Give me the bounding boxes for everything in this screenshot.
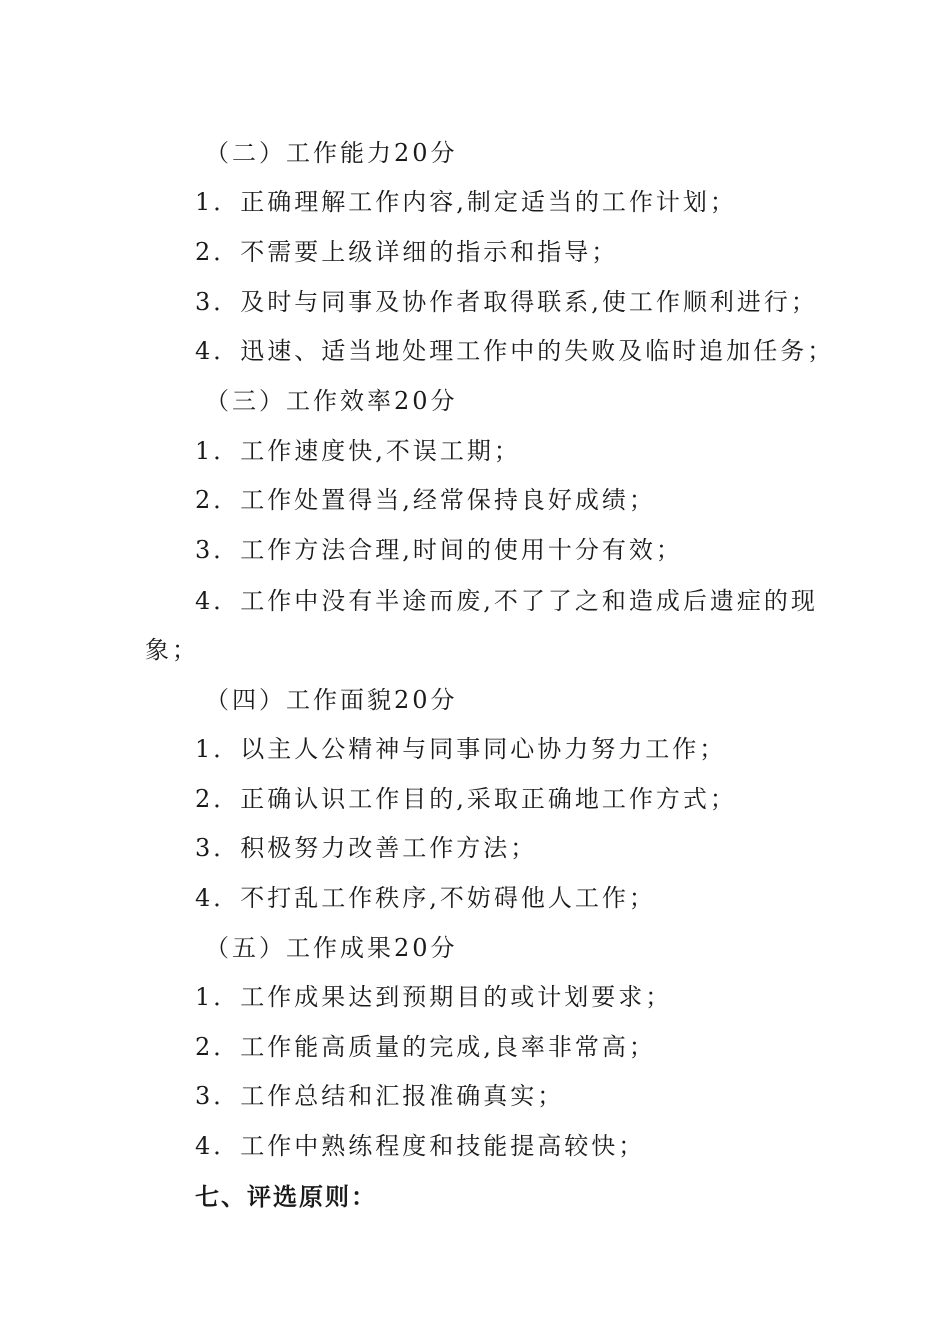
- list-item: 4．工作中没有半途而废,不了了之和造成后遗症的现: [195, 587, 818, 615]
- list-item: 2．不需要上级详细的指示和指导；: [195, 238, 619, 266]
- list-item: 3．工作方法合理,时间的使用十分有效；: [195, 536, 683, 564]
- list-item: 3．工作总结和汇报准确真实；: [195, 1082, 565, 1110]
- list-item: 1．以主人公精神与同事同心协力努力工作；: [195, 735, 727, 763]
- section-heading-work-ability: （二）工作能力20分: [205, 139, 458, 167]
- list-item: 1．工作成果达到预期目的或计划要求；: [195, 983, 673, 1011]
- section-heading-work-results: （五）工作成果20分: [205, 934, 458, 962]
- list-item: 1．工作速度快,不误工期；: [195, 437, 521, 465]
- section-heading-work-efficiency: （三）工作效率20分: [205, 387, 458, 415]
- list-item-continuation: 象；: [145, 636, 199, 664]
- list-item: 1．正确理解工作内容,制定适当的工作计划；: [195, 188, 737, 216]
- section-heading-work-attitude: （四）工作面貌20分: [205, 686, 458, 714]
- list-item: 4．迅速、适当地处理工作中的失败及临时追加任务；: [195, 337, 835, 365]
- list-item: 4．不打乱工作秩序,不妨碍他人工作；: [195, 884, 656, 912]
- list-item: 4．工作中熟练程度和技能提高较快；: [195, 1132, 646, 1160]
- list-item: 2．正确认识工作目的,采取正确地工作方式；: [195, 785, 737, 813]
- list-item: 3．及时与同事及协作者取得联系,使工作顺利进行；: [195, 288, 818, 316]
- list-item: 2．工作能高质量的完成,良率非常高；: [195, 1033, 656, 1061]
- list-item: 3．积极努力改善工作方法；: [195, 834, 538, 862]
- section-heading-selection-principles: 七、评选原则：: [195, 1183, 377, 1211]
- list-item: 2．工作处置得当,经常保持良好成绩；: [195, 486, 656, 514]
